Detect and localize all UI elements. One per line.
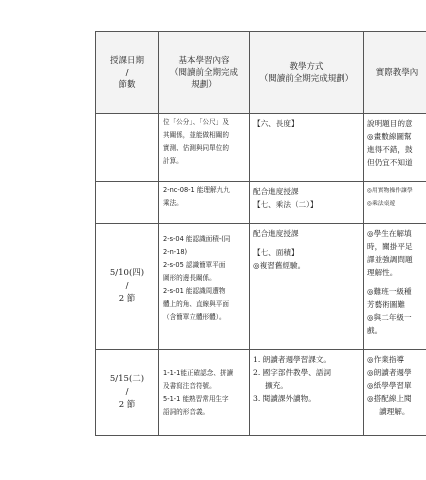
date-line: 5/10(四) — [109, 268, 145, 278]
table-row — [96, 182, 426, 224]
activity-line: 時，關掛平足 — [367, 242, 413, 251]
activity-line: ◎搭配線上閱 — [367, 394, 412, 403]
header-content-line: （閱讀前全期完成 — [169, 67, 238, 78]
header-method-line: 教學方式 — [289, 61, 324, 72]
date-line: / — [125, 387, 129, 397]
method-line: ◎複習舊經驗。 — [253, 261, 306, 270]
date-line: 5/15(二) — [109, 374, 145, 384]
activity-line: ◎難班一級種 — [367, 287, 412, 296]
activity-line: 譯並強調問題 — [367, 255, 413, 264]
method-line: 1. 朗讀者週學習課文。 — [253, 355, 332, 364]
content-line: 2-nc-08-1 能理解九九 — [163, 186, 230, 194]
row-date — [96, 350, 159, 436]
header-date-line: 授課日期 — [109, 55, 144, 66]
header-date-line: / — [125, 67, 129, 78]
content-line: 2-s-01 能認識周遭物 — [163, 287, 226, 295]
content-line: 5-1-1 能熟習常用生字 — [163, 394, 229, 403]
header-method-line: （閱讀前全期完成規劃） — [259, 73, 354, 84]
method-line: 【七、面積】 — [253, 248, 299, 257]
content-line: 圖形的邊長關係。 — [163, 274, 216, 282]
row-activity — [364, 224, 426, 350]
activity-line: ◎與二年級一 — [367, 313, 412, 322]
content-line: 計算。 — [163, 157, 183, 165]
table-row — [96, 224, 426, 350]
header-date-line: 節數 — [118, 79, 136, 90]
row-date — [96, 114, 159, 182]
content-line: 其關係，並能做相關的 — [163, 131, 229, 139]
content-line: 2-n-18) — [163, 248, 188, 256]
activity-line: 讀理解。 — [367, 407, 410, 416]
content-line: 1-1-1能正確認念、拼讀 — [163, 368, 234, 377]
activity-line: 說明題目的意 — [367, 119, 413, 128]
activity-line: ◎用實物操作讓學 — [367, 188, 413, 194]
method-line: 3. 閱讀課外讀物。 — [253, 394, 316, 403]
activity-text: 進得不錯，鼓 — [367, 145, 413, 154]
lesson-plan-table — [95, 31, 426, 436]
content-line: 位「公分」、「公尺」及 — [163, 118, 229, 126]
date-line: 2 節 — [118, 400, 136, 410]
activity-line: ◎畫數線圖幫 — [367, 132, 412, 141]
activity-line — [367, 143, 426, 156]
activity-line: ◎紙學學習單 — [367, 381, 412, 390]
row-method — [250, 224, 364, 350]
date-line: / — [125, 281, 129, 291]
method-line: 配合進度授課 — [253, 229, 299, 238]
table-row — [96, 350, 426, 436]
row-method — [250, 182, 364, 224]
header-method — [250, 32, 364, 114]
row-content — [159, 224, 250, 350]
row-method — [250, 350, 364, 436]
table-row — [96, 114, 426, 182]
header-content-line: 規劃） — [191, 79, 217, 90]
content-line: 實測、估測與同單位的 — [163, 144, 229, 152]
activity-line: ◎學生在解填 — [367, 229, 412, 238]
activity-line: ◎朗讀者週學 — [367, 368, 412, 377]
method-line: 配合進度授課 — [253, 187, 299, 196]
activity-line: 戲。 — [367, 326, 383, 335]
row-date — [96, 182, 159, 224]
activity-line: 理解性。 — [367, 268, 398, 277]
row-activity — [364, 350, 426, 436]
content-line: 乘法。 — [163, 199, 183, 207]
row-date — [96, 224, 159, 350]
content-line: 2-s-05 認識簡單平面 — [163, 261, 226, 269]
row-content — [159, 114, 250, 182]
spacer — [163, 226, 245, 233]
content-line: （含簡單立體形體）。 — [163, 313, 226, 321]
date-line: 2 節 — [118, 294, 136, 304]
method-line: 擴充。 — [253, 381, 288, 390]
row-content — [159, 350, 250, 436]
content-line: 體上的角、直線與平面 — [163, 300, 229, 308]
header-content — [159, 32, 250, 114]
content-line: 語詞的形音義。 — [163, 407, 210, 416]
activity-line: ◎作業指導 — [367, 355, 405, 364]
method-line: 2. 國字部件教學、語詞 — [253, 368, 332, 377]
header-content-line: 基本學習內容 — [178, 55, 230, 66]
table-header-row — [96, 32, 426, 114]
row-method — [250, 114, 364, 182]
activity-line: 但仍宜不知道 — [367, 158, 413, 167]
row-content — [159, 182, 250, 224]
activity-line: 芳藝術圖難 — [367, 300, 405, 309]
activity-line: ◎乘法桌遊 — [367, 201, 396, 207]
method-line: 【七、乘法（二）】 — [253, 200, 318, 209]
header-activity — [364, 32, 426, 114]
method-line: 【六、長度】 — [253, 119, 299, 128]
header-date — [96, 32, 159, 114]
header-activity-line: 實際教學內 — [375, 67, 419, 78]
row-activity — [364, 182, 426, 224]
content-line: 及書寫注音符號。 — [163, 381, 216, 390]
content-line: 2-s-04 能認識面積-(同 — [163, 235, 231, 243]
row-activity — [364, 114, 426, 182]
